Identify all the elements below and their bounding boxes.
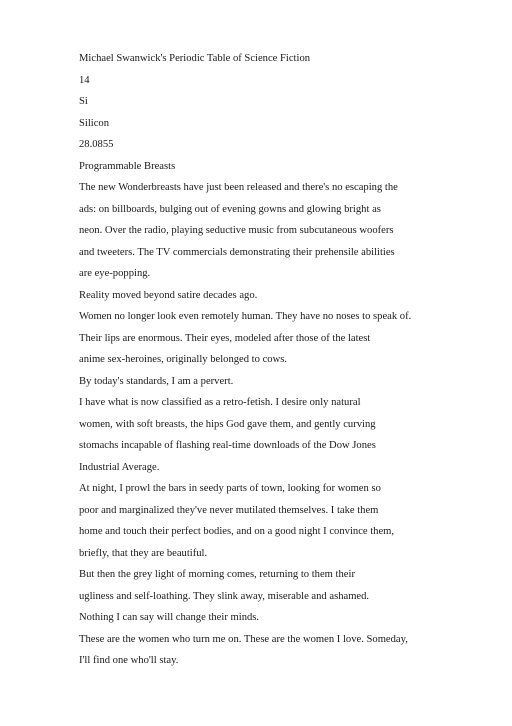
body-line: I'll find one who'll stay.	[79, 655, 179, 666]
body-line: and tweeters. The TV commercials demonstrating their prehensile abilities	[79, 246, 395, 258]
collection-title: Michael Swanwick's Periodic Table of Science Fiction	[79, 53, 311, 64]
body-line: By today's standards, I am a pervert.	[79, 375, 234, 387]
body-line: anime sex-heroines, originally belonged to cows.	[79, 354, 287, 365]
story-title: Programmable Breasts	[79, 160, 176, 172]
atomic-weight: 28.0855	[79, 139, 114, 150]
body-line: Reality moved beyond satire decades ago.	[79, 289, 258, 301]
body-line: are eye-popping.	[79, 268, 151, 279]
body-line: neon. Over the radio, playing seductive music from subcutaneous woofers	[79, 225, 394, 236]
body-line: These are the women who turn me on. These are the women I love. Someday,	[79, 633, 408, 645]
atomic-number: 14	[79, 74, 90, 86]
body-line: Women no longer look even remotely human. They have no noses to speak of.	[79, 311, 412, 322]
body-line: Their lips are enormous. Their eyes, modeled after those of the latest	[79, 332, 371, 344]
body-line: ugliness and self-loathing. They slink away, miserable and ashamed.	[79, 590, 370, 602]
body-line: Nothing I can say will change their minds.	[79, 612, 260, 623]
body-line: But then the grey light of morning comes, returning to them their	[79, 569, 355, 580]
body-line: poor and marginalized they've never mutilated themselves. I take them	[79, 504, 379, 516]
body-line: briefly, that they are beautiful.	[79, 547, 208, 559]
body-line: ads: on billboards, bulging out of evening gowns and glowing bright as	[79, 203, 381, 215]
body-line: Industrial Average.	[79, 461, 160, 473]
body-line: The new Wonderbreasts have just been released and there's no escaping the	[79, 182, 398, 193]
body-line: At night, I prowl the bars in seedy parts of town, looking for women so	[79, 483, 381, 494]
body-line: women, with soft breasts, the hips God gave them, and gently curving	[79, 418, 376, 430]
element-symbol: Si	[79, 96, 88, 107]
element-name: Silicon	[79, 117, 110, 129]
body-line: stomachs incapable of flashing real-time downloads of the Dow Jones	[79, 440, 376, 451]
body-line: I have what is now classified as a retro-fetish. I desire only natural	[79, 397, 361, 408]
document-text	[79, 48, 499, 672]
body-line: home and touch their perfect bodies, and on a good night I convince them,	[79, 526, 395, 537]
